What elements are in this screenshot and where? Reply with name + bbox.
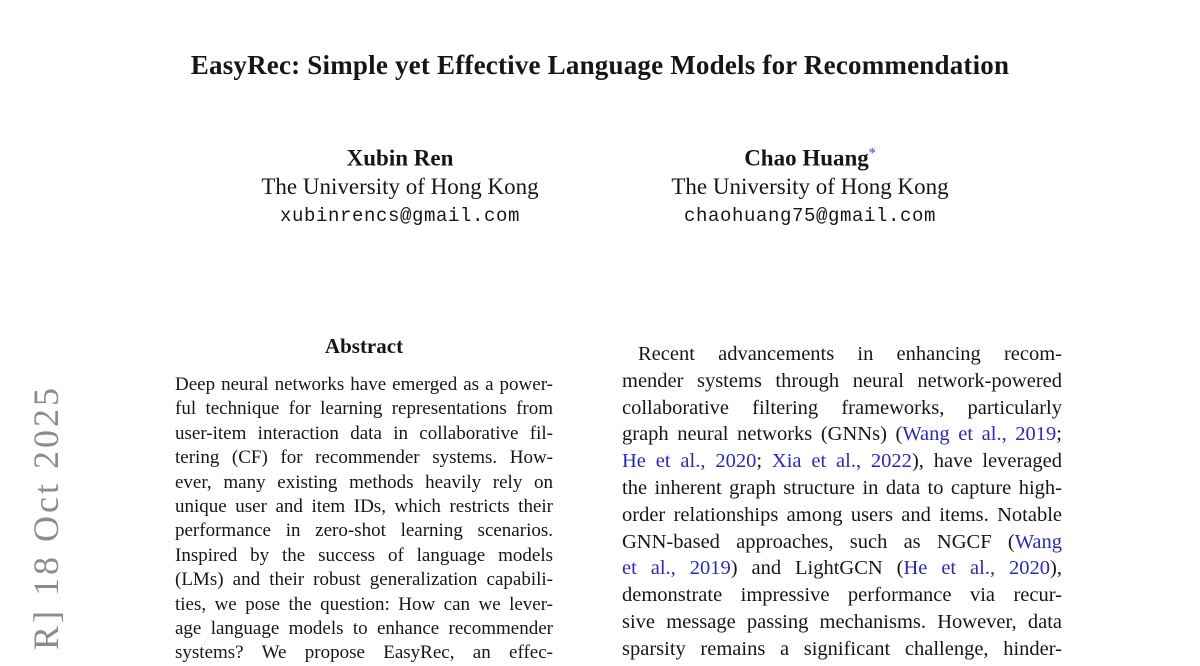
text-segment: Deep neural networks have emerged as a power- (175, 374, 553, 395)
text-segment: ; (1056, 423, 1062, 446)
author-name-text: Chao Huang (744, 145, 869, 171)
author-email: chaohuang75@gmail.com (683, 204, 937, 227)
author-footnote-marker: * (868, 146, 876, 161)
text-line (175, 519, 553, 543)
text-segment: demonstrate impressive performance via recur- (622, 584, 1062, 607)
author-name-text: Xubin Ren (346, 145, 454, 171)
author-affiliation: The University of Hong Kong (671, 173, 949, 199)
text-segment: ), (1050, 557, 1062, 580)
text-segment: user-item interaction data in collaborative fil- (175, 422, 553, 444)
text-segment: tering (CF) for recommender systems. How- (175, 447, 553, 469)
text-line (175, 373, 553, 397)
text-segment: (LMs) and their robust generalization capabili- (175, 569, 553, 591)
text-line (622, 395, 1062, 422)
text-line (622, 448, 1062, 475)
text-segment: ties, we pose the question: How can we lever- (175, 593, 553, 615)
text-line (622, 368, 1062, 395)
text-line (622, 609, 1062, 636)
text-segment: Recent advancements in enhancing recom- (638, 343, 1062, 365)
text-line (622, 502, 1062, 529)
text-line (175, 471, 553, 495)
text-line (175, 617, 553, 641)
citation-link[interactable]: Wang et al., 2019 (902, 423, 1057, 446)
text-line (175, 422, 553, 446)
introduction-text-column (622, 341, 1062, 663)
text-segment: ever, many existing methods heavily rely on (175, 471, 553, 493)
text-segment: performance in zero-shot learning scenarios. (175, 520, 553, 542)
text-line (175, 593, 553, 617)
text-segment: ful technique for learning representations from (175, 398, 553, 420)
text-line (175, 568, 553, 592)
citation-link[interactable]: He et al., 2020 (903, 557, 1051, 580)
abstract-heading: Abstract (324, 334, 404, 358)
text-line (622, 529, 1062, 556)
text-line (175, 446, 553, 470)
author-email: xubinrencs@gmail.com (279, 204, 521, 227)
text-line (622, 341, 1062, 368)
text-segment: the inherent graph structure in data to capture high- (622, 476, 1062, 499)
citation-link[interactable]: He et al., 2020 (622, 450, 757, 473)
text-segment: unique user and item IDs, which restricts their (175, 496, 553, 518)
text-segment: sparsity remains a significant challenge, hinder- (622, 637, 1062, 660)
author-name (180, 140, 620, 173)
text-segment: sive message passing mechanisms. However, data (622, 610, 1062, 633)
text-line (622, 555, 1062, 582)
author-block-1 (180, 140, 620, 231)
text-segment: graph neural networks (GNNs) ( (622, 423, 903, 446)
text-line (175, 495, 553, 519)
abstract-text-column (175, 373, 553, 666)
text-segment: systems? We propose EasyRec, an effec- (175, 642, 553, 664)
text-segment: ) and LightGCN ( (730, 557, 904, 580)
author-name (590, 140, 1030, 173)
arxiv-stamp: R] 18 Oct 2025 (26, 385, 66, 650)
text-line (622, 636, 1062, 663)
text-line (175, 641, 553, 665)
citation-link[interactable]: Xia et al., 2022 (771, 450, 912, 473)
text-line (175, 544, 553, 568)
author-block-2 (590, 140, 1030, 231)
text-segment: order relationships among users and items. Notable (622, 503, 1062, 526)
text-segment: mender systems through neural network-powered (622, 369, 1062, 392)
text-segment: age language models to enhance recommender (175, 618, 553, 640)
text-line (622, 582, 1062, 609)
author-affiliation: The University of Hong Kong (261, 173, 539, 199)
paper-title: EasyRec: Simple yet Effective Language Models for Recommendation (190, 50, 1010, 80)
text-line (175, 397, 553, 421)
text-segment: collaborative filtering frameworks, particularly (622, 396, 1062, 419)
citation-link[interactable]: Wang (1014, 530, 1062, 553)
text-line (622, 475, 1062, 502)
text-line (622, 421, 1062, 448)
citation-link[interactable]: et al., 2019 (622, 557, 731, 580)
text-segment: Inspired by the success of language models (175, 544, 553, 566)
text-segment: GNN-based approaches, such as NGCF ( (622, 530, 1015, 553)
text-segment: ; (756, 450, 772, 473)
text-segment: ), have leveraged (911, 450, 1062, 473)
